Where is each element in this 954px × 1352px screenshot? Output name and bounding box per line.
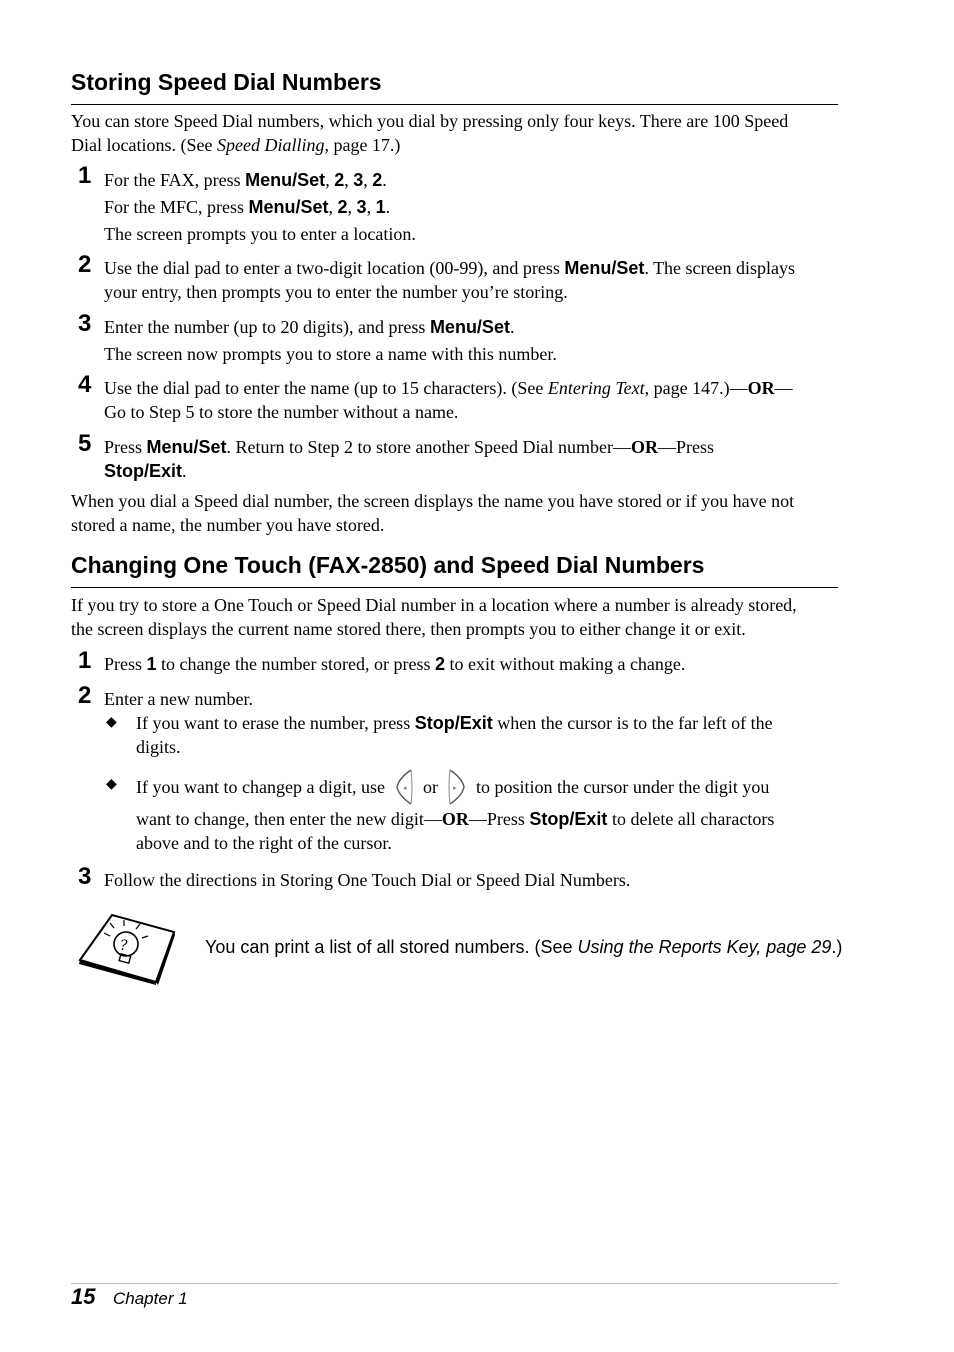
section1-intro [71, 109, 841, 157]
step-number-2: 2 [78, 251, 92, 278]
text: want to change, then enter the new digit— [136, 809, 442, 829]
text: , [328, 197, 338, 217]
text: to delete all charactors [607, 809, 775, 829]
text: . The screen displays [644, 258, 796, 278]
key-label: Stop/Exit [529, 809, 608, 829]
key-label: Menu/Set [248, 197, 329, 217]
section1-closing [71, 489, 841, 537]
text: when the cursor is to the far left of the [492, 713, 773, 733]
bullet-2-text [136, 766, 836, 855]
bullet-1-line-2: digits. [136, 737, 181, 757]
page-number: 15 [71, 1284, 96, 1309]
or-emphasis: OR [630, 437, 658, 457]
or-emphasis: OR [747, 378, 775, 398]
text: . [182, 461, 187, 481]
intro-line-2 [71, 133, 841, 157]
closing-line-1: When you dial a Speed dial number, the screen displays the name you have stored or if you have not [71, 491, 795, 511]
text: —Press [657, 437, 714, 457]
step-number-1: 1 [78, 162, 92, 189]
s2-step-1-line [104, 652, 844, 676]
svg-text:◂: ◂ [402, 784, 407, 792]
chapter-label: Chapter 1 [113, 1289, 188, 1308]
step-2-line-1 [104, 256, 844, 280]
text: , [363, 170, 373, 190]
step-number-4: 4 [78, 371, 92, 398]
key-label: 3 [356, 197, 367, 217]
step-5-text [104, 435, 844, 483]
key-label: 2 [334, 170, 345, 190]
key-label: 3 [353, 170, 364, 190]
text: .) [831, 937, 843, 957]
section2-intro [71, 593, 841, 641]
key-label: Menu/Set [245, 170, 326, 190]
right-arrow-key-icon [446, 768, 468, 806]
intro-italic-ref: Speed Dialling [216, 135, 325, 155]
s2-step-3-text: Follow the directions in Storing One Touch Dial or Speed Dial Numbers. [104, 870, 631, 890]
text: If you want to erase the number, press [136, 713, 415, 733]
text: . [509, 317, 515, 337]
step-number-3: 3 [78, 310, 92, 337]
step-1-line-3: The screen prompts you to enter a location. [104, 224, 416, 244]
section-heading-changing-numbers: Changing One Touch (FAX-2850) and Speed Dial Numbers [71, 552, 705, 578]
bullet-2-line-2 [136, 807, 836, 831]
s2-step-number-1: 1 [78, 647, 92, 674]
svg-text:?: ? [120, 938, 128, 954]
key-label: 2 [434, 654, 445, 674]
key-label: 2 [372, 170, 383, 190]
heading-rule [71, 104, 838, 105]
step-4-text [104, 376, 844, 424]
text: For the FAX, press [104, 170, 246, 190]
text: , [325, 170, 335, 190]
intro-text: Dial locations. (See [71, 135, 217, 155]
bullet-2-line-3: above and to the right of the cursor. [136, 833, 392, 853]
tip-note-icon [76, 910, 176, 985]
intro-line-1: If you try to store a One Touch or Speed Dial number in a location where a number is already stored, [71, 595, 797, 615]
italic-ref: Entering Text [547, 378, 645, 398]
text: , [366, 197, 376, 217]
text: If you want to changep a digit, use [136, 777, 385, 797]
step-3-line-2: The screen now prompts you to store a name with this number. [104, 344, 557, 364]
step-1-line-2 [104, 195, 844, 222]
or-emphasis: OR [441, 809, 469, 829]
bullet-2-line-1 [136, 766, 836, 808]
text: —Press [468, 809, 530, 829]
footer-rule [71, 1283, 838, 1284]
key-label: 1 [375, 197, 386, 217]
text: For the MFC, press [104, 197, 249, 217]
text: , page 147.)— [644, 378, 748, 398]
intro-line-1: You can store Speed Dial numbers, which you dial by pressing only four keys. There are 100 Speed [71, 111, 789, 131]
text: . [385, 197, 391, 217]
intro-line-2: the screen displays the current name stored there, then prompts you to either change it or exit. [71, 619, 746, 639]
key-label: Stop/Exit [414, 713, 493, 733]
text: to exit without making a change. [444, 654, 686, 674]
bullet-1-text [136, 711, 836, 759]
step-2-line-2: your entry, then prompts you to enter the number you’re storing. [104, 282, 568, 302]
intro-text-end: , page 17.) [324, 135, 401, 155]
text: Use the dial pad to enter the name (up to 15 characters). (See [104, 378, 548, 398]
text: to position the cursor under the digit you [475, 777, 770, 797]
text: or [422, 777, 438, 797]
text: , [344, 170, 354, 190]
closing-line-2: stored a name, the number you have stored. [71, 515, 385, 535]
step-1-text [104, 168, 844, 246]
step-4-line-1 [104, 376, 844, 400]
step-5-line-1 [104, 435, 844, 459]
text: . [382, 170, 387, 190]
section-heading-storing-speed-dial: Storing Speed Dial Numbers [71, 69, 382, 95]
text: Enter the number (up to 20 digits), and press [104, 317, 430, 337]
bullet-1-line-1 [136, 711, 836, 735]
step-4-line-2: Go to Step 5 to store the number without a name. [104, 402, 459, 422]
key-label: Menu/Set [429, 317, 510, 337]
bullet-diamond: ◆ [106, 715, 117, 730]
key-label: Menu/Set [564, 258, 645, 278]
key-label: Menu/Set [146, 437, 227, 457]
s2-step-1-text [104, 652, 844, 676]
left-arrow-key-icon [393, 768, 415, 806]
text: . Return to Step 2 to store another Speed Dial number— [226, 437, 631, 457]
text: — [774, 378, 793, 398]
key-label: 1 [146, 654, 157, 674]
step-5-line-2 [104, 459, 844, 483]
step-1-line-1 [104, 168, 844, 195]
s2-step-number-3: 3 [78, 863, 92, 890]
bullet-diamond: ◆ [106, 777, 117, 792]
step-number-5: 5 [78, 430, 92, 457]
heading-rule [71, 587, 838, 588]
key-label: 2 [337, 197, 348, 217]
key-label: Stop/Exit [104, 461, 183, 481]
text: Press [104, 654, 147, 674]
step-3-text [104, 315, 844, 366]
text: You can print a list of all stored numbers. (See [205, 937, 578, 957]
s2-step-2-text: Enter a new number. [104, 689, 253, 709]
s2-step-number-2: 2 [78, 682, 92, 709]
step-3-line-1 [104, 315, 844, 342]
text: Press [104, 437, 147, 457]
step-2-text [104, 256, 844, 304]
svg-text:▸: ▸ [452, 784, 457, 792]
italic-ref: Using the Reports Key, page 29 [577, 937, 832, 957]
text: , [347, 197, 357, 217]
tip-text [205, 937, 842, 958]
text: Use the dial pad to enter a two-digit location (00-99), and press [104, 258, 565, 278]
text: to change the number stored, or press [156, 654, 435, 674]
